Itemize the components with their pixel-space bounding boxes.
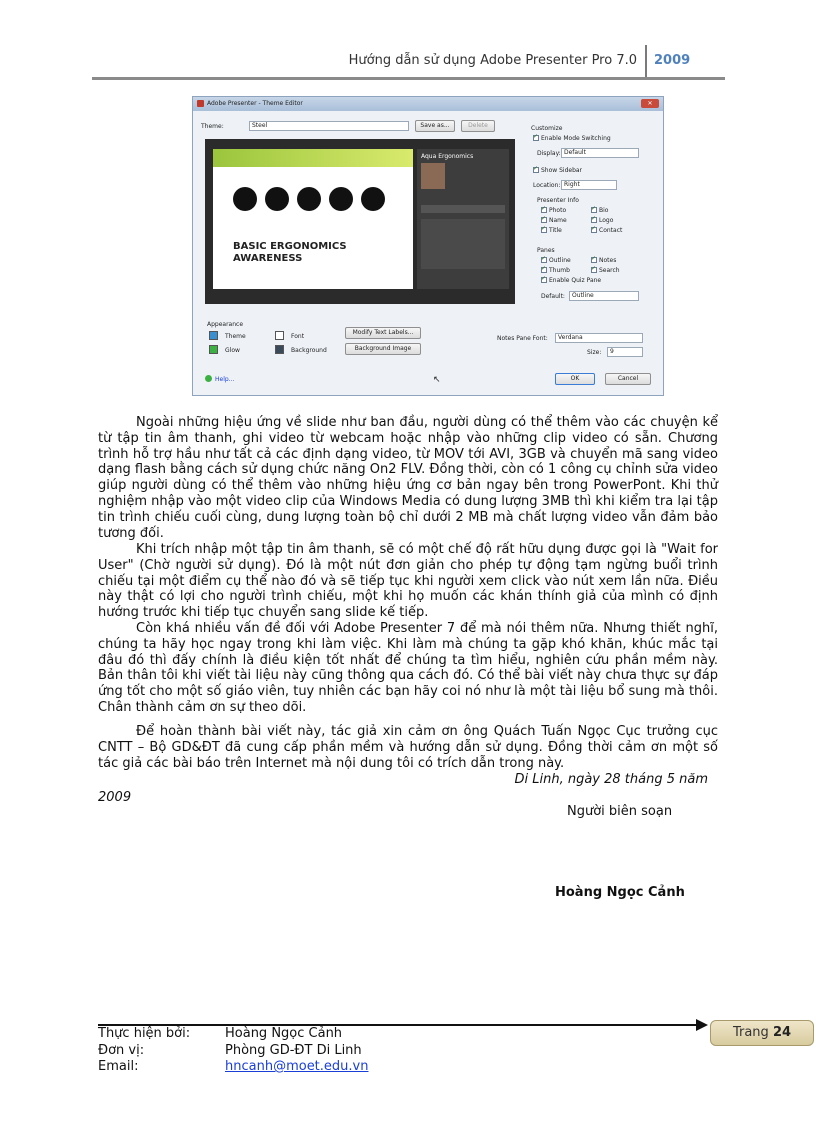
bio-label: Bio: [599, 207, 609, 214]
photo-label: Photo: [549, 207, 567, 214]
date-year: 2009: [98, 790, 132, 805]
name-checkbox: [541, 217, 547, 223]
paragraph-2: Khi trích nhập một tập tin âm thanh, sẽ có một chế độ rất hữu dụng được gọi là "Wait for User" (Chờ người sử dụng). Đó là một nút đơn giản cho phép tự động tạm ngừng buổi trình chiếu tại một điểm cụ thể nào đó và sẽ tiếp tục khi người xem click vào nút xem lần nữa. Điều này thật có lợi cho người trình chiếu, một khi họ muốn các khán thính giả của mình có định hướng trước khi tiếp tục chuyển sang slide kế tiếp.: [98, 542, 718, 621]
ergonomics-icon: [361, 187, 385, 211]
performed-by-label: Thực hiện bởi:: [98, 1026, 191, 1041]
background-image-button: Background Image: [345, 343, 421, 355]
performed-by-value: Hoàng Ngọc Cảnh: [225, 1026, 343, 1041]
close-icon: ✕: [641, 99, 659, 108]
photo-checkbox: [541, 207, 547, 213]
outline-label: Outline: [549, 257, 571, 264]
default-label: Default:: [541, 293, 565, 300]
theme-preview: [205, 139, 515, 304]
location-select: Right: [561, 180, 617, 190]
save-as-button: Save as...: [415, 120, 455, 132]
theme-color-label: Theme: [225, 333, 246, 340]
theme-editor-screenshot: [192, 96, 664, 396]
quiz-pane-checkbox: [541, 277, 547, 283]
display-select: Default: [561, 148, 639, 158]
presenter-info-heading: Presenter Info: [537, 197, 579, 204]
glow-color-label: Glow: [225, 347, 240, 354]
show-sidebar-label: Show Sidebar: [541, 167, 583, 174]
paragraph-3: Còn khá nhiều vấn đề đối với Adobe Presenter 7 để mà nói thêm nữa. Nhưng thiết nghĩ, chúng ta hãy học ngay trong khi làm việc. Khi làm mà chúng ta gặp khó khăn, khúc mắc tại đâu đó thì đấy chính là điều kiện tốt nhất để chúng ta tìm hiểu, nghiên cứu phần mềm này. Bản thân tôi khi viết tài liệu này cũng thông qua cách đó. Có thể bài viết này chưa thực sự đáp ứng tốt cho một số giáo viên, tuy nhiên các bạn hãy coi nó như là một tài liệu bổ sung mà thôi. Chân thành cảm ơn sự theo dõi.: [98, 621, 718, 715]
ergonomics-icon: [329, 187, 353, 211]
sidebar-outline: [421, 219, 505, 269]
mouse-cursor-icon: ↖: [433, 375, 441, 385]
ok-button: OK: [555, 373, 595, 385]
unit-value: Phòng GD-ĐT Di Linh: [225, 1043, 362, 1058]
footer-arrow-icon: [696, 1019, 708, 1031]
mode-switching-checkbox: [533, 135, 539, 141]
email-label: Email:: [98, 1059, 139, 1074]
window-title: Adobe Presenter - Theme Editor: [207, 100, 303, 107]
page-number: 24: [772, 1025, 792, 1040]
background-color-swatch: [275, 345, 284, 354]
contact-label: Contact: [599, 227, 623, 234]
thumb-checkbox: [541, 267, 547, 273]
date-line: Di Linh, ngày 28 tháng 5 năm: [514, 772, 708, 787]
theme-color-swatch: [209, 331, 218, 340]
appearance-heading: Appearance: [207, 321, 244, 328]
slide-preview: [213, 149, 413, 289]
font-color-label: Font: [291, 333, 305, 340]
header-rule: [92, 77, 725, 80]
notes-label: Notes: [599, 257, 617, 264]
font-color-swatch: [275, 331, 284, 340]
customize-heading: Customize: [531, 125, 563, 132]
notes-font-select: Verdana: [555, 333, 643, 343]
page-label: Trang: [732, 1025, 769, 1040]
outline-checkbox: [541, 257, 547, 263]
preview-sidebar: [417, 149, 509, 289]
email-link[interactable]: hncanh@moet.edu.vn: [225, 1059, 369, 1074]
author-signature: Hoàng Ngọc Cảnh: [555, 885, 685, 900]
location-label: Location:: [533, 182, 561, 189]
app-icon: [197, 100, 204, 107]
display-label: Display:: [537, 150, 561, 157]
header-year: 2009: [654, 53, 691, 68]
panes-heading: Panes: [537, 247, 555, 254]
sidebar-title: Aqua Ergonomics: [421, 153, 474, 160]
notes-font-label: Notes Pane Font:: [497, 335, 548, 342]
ergonomics-icon: [297, 187, 321, 211]
default-select: Outline: [569, 291, 639, 301]
mode-switching-label: Enable Mode Switching: [541, 135, 611, 142]
delete-button: Delete: [461, 120, 495, 132]
ergonomics-icon: [265, 187, 289, 211]
show-sidebar-checkbox: [533, 167, 539, 173]
size-select: 9: [607, 347, 643, 357]
paragraph-1: Ngoài những hiệu ứng về slide như ban đầu, người dùng có thể thêm vào các chuyện kể từ tập tin âm thanh, ghi video từ webcam hoặc nhập vào những clip video có sẵn. Chương trình hỗ trợ hầu như tất cả các định dạng video, từ MOV tới AVI, 3GB và chuyển mã sang video dạng flash bằng cách sử dụng chức năng On2 FLV. Đồng thời, còn có 1 công cụ chỉnh sửa video giúp người dùng có thể thêm vào những hiệu ứng cơ bản ngay bên trong PowerPont. Khi thử nghiệm nhập vào một video clip của Windows Media có dung lượng 3MB thì khi kiểm tra lại tập tin trình chiếu cuối cùng, dung lượng toàn bộ chỉ dưới 2 MB mà chất lượng video vẫn đảm bảo tương đối.: [98, 415, 718, 541]
bio-checkbox: [591, 207, 597, 213]
quiz-pane-label: Enable Quiz Pane: [549, 277, 602, 284]
cancel-button: Cancel: [605, 373, 651, 385]
header-separator: [645, 45, 647, 77]
sidebar-tabs: [421, 205, 505, 213]
title-label: Title: [549, 227, 562, 234]
notes-checkbox: [591, 257, 597, 263]
presenter-photo: [421, 163, 445, 189]
size-label: Size:: [587, 349, 602, 356]
name-label: Name: [549, 217, 567, 224]
search-checkbox: [591, 267, 597, 273]
header-title: Hướng dẫn sử dụng Adobe Presenter Pro 7.0: [348, 53, 637, 68]
background-color-label: Background: [291, 347, 327, 354]
help-icon: [205, 375, 212, 382]
logo-label: Logo: [599, 217, 614, 224]
help-link: Help...: [215, 376, 235, 383]
thumb-label: Thumb: [549, 267, 570, 274]
page-number-badge: [710, 1020, 814, 1046]
logo-checkbox: [591, 217, 597, 223]
title-checkbox: [541, 227, 547, 233]
window-titlebar: [193, 97, 663, 111]
theme-select: Steel: [249, 121, 409, 131]
author-role: Người biên soạn: [567, 804, 673, 819]
ergonomics-icon: [233, 187, 257, 211]
contact-checkbox: [591, 227, 597, 233]
search-label: Search: [599, 267, 620, 274]
slide-title: BASIC ERGONOMICS AWARENESS: [233, 241, 347, 264]
slide-header-band: [213, 149, 413, 167]
unit-label: Đơn vị:: [98, 1043, 145, 1058]
glow-color-swatch: [209, 345, 218, 354]
theme-label: Theme:: [201, 123, 224, 130]
modify-text-labels-button: Modify Text Labels...: [345, 327, 421, 339]
paragraph-4: Để hoàn thành bài viết này, tác giả xin cảm ơn ông Quách Tuấn Ngọc Cục trưởng cục CNTT – Bộ GD&ĐT đã cung cấp phần mềm và hướng dẫn sử dụng. Đồng thời cảm ơn một số tác giả các bài báo trên Internet mà nội dung tôi có trích dẫn trong này.: [98, 724, 718, 771]
